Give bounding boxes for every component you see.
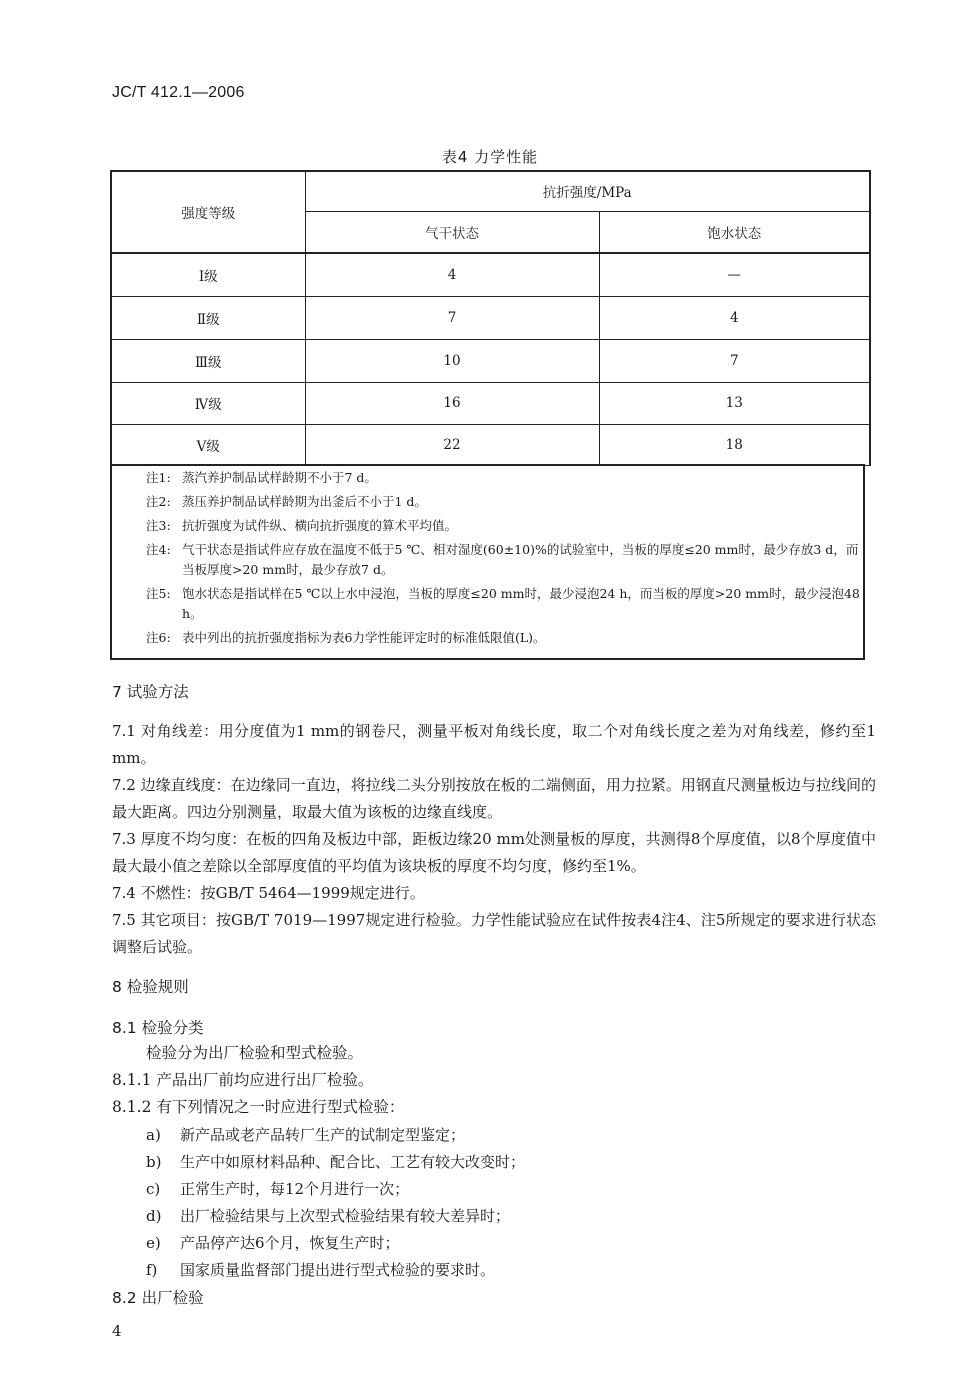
header-flexural-strength: 抗折强度/MPa (305, 171, 870, 211)
table-row (111, 339, 870, 382)
table-note (148, 516, 863, 536)
note-label: 注3: (146, 518, 171, 533)
clause-7-5: 7.5 其它项目：按GB/T 7019—1997规定进行检验。力学性能试验应在试件按表4注4、注5所规定的要求进行状态调整后试验。 (112, 911, 876, 956)
saturated-value-cell: — (599, 253, 870, 296)
list-text: 正常生产时，每12个月进行一次； (180, 1180, 410, 1198)
list-item (146, 1205, 510, 1226)
note-text: 饱水状态是指试样在5 ℃以上水中浸泡，当板的厚度≤20 mm时，最少浸泡24 h，而当板的厚度>20 mm时，最少浸泡48 h。 (182, 586, 860, 621)
grade-cell: Ⅱ级 (111, 296, 305, 339)
document-id: JC/T 412.1—2006 (112, 84, 245, 101)
note-text: 蒸压养护制品试样龄期为出釜后不小于1 d。 (182, 494, 427, 509)
table-notes (110, 464, 865, 660)
saturated-value-cell: 18 (599, 424, 870, 465)
clause-7-3: 7.3 厚度不均匀度：在板的四角及板边中部，距板边缘20 mm处测量板的厚度，共测得8个厚度值，以8个厚度值中最大最小值之差除以全部厚度值的平均值为该块板的厚度不均匀度，修约至1%。 (112, 830, 876, 875)
list-marker: f) (146, 1261, 158, 1279)
list-text: 生产中如原材料品种、配合比、工艺有较大改变时； (180, 1153, 526, 1171)
dry-value-cell: 7 (305, 296, 599, 339)
clause-7-2: 7.2 边缘直线度：在边缘同一直边，将拉线二头分别按放在板的二端侧面，用力拉紧。用钢直尺测量板边与拉线间的最大距离。四边分别测量，取最大值为该板的边缘直线度。 (112, 776, 876, 821)
grade-cell: Ⅰ级 (111, 253, 305, 296)
list-text: 产品停产达6个月，恢复生产时； (180, 1234, 400, 1252)
list-item (146, 1151, 525, 1172)
header-saturated-state: 饱水状态 (599, 211, 870, 253)
clause-8-1-text: 检验分为出厂检验和型式检验。 (146, 1044, 364, 1062)
list-marker: e) (146, 1234, 161, 1252)
table-note (148, 468, 863, 488)
list-item (146, 1259, 495, 1280)
page-number: 4 (112, 1322, 122, 1340)
list-item (146, 1178, 409, 1199)
note-label: 注2: (146, 494, 171, 509)
section-7-heading: 7 试验方法 (112, 683, 189, 701)
list-marker: a) (146, 1126, 161, 1144)
list-text: 新产品或老产品转厂生产的试制定型鉴定； (180, 1126, 466, 1144)
header-dry-state: 气干状态 (305, 211, 599, 253)
table-row (111, 253, 870, 296)
dry-value-cell: 4 (305, 253, 599, 296)
list-marker: c) (146, 1180, 161, 1198)
note-label: 注1: (146, 470, 171, 485)
clause-8-1-1: 8.1.1 产品出厂前均应进行出厂检验。 (112, 1071, 374, 1089)
section-8-heading: 8 检验规则 (112, 978, 189, 996)
note-text: 气干状态是指试件应存放在温度不低于5 ℃、相对湿度(60±10)%的试验室中，当板的厚度≤20 mm时，最少存放3 d，而当板厚度>20 mm时，最少存放7 d。 (182, 542, 859, 577)
note-label: 注5: (146, 586, 171, 601)
list-text: 国家质量监督部门提出进行型式检验的要求时。 (180, 1261, 496, 1279)
grade-cell: Ⅳ级 (111, 382, 305, 424)
grade-cell: Ⅲ级 (111, 339, 305, 382)
list-item (146, 1124, 465, 1145)
clause-7-4: 7.4 不燃性：按GB/T 5464—1999规定进行。 (112, 884, 425, 902)
list-text: 出厂检验结果与上次型式检验结果有较大差异时； (180, 1207, 511, 1225)
dry-value-cell: 10 (305, 339, 599, 382)
table-row (111, 424, 870, 465)
table-note (148, 492, 863, 512)
list-item (146, 1232, 400, 1253)
table-note (148, 584, 863, 624)
list-marker: b) (146, 1153, 162, 1171)
note-text: 蒸汽养护制品试样龄期不小于7 d。 (182, 470, 377, 485)
header-grade: 强度等级 (111, 171, 305, 253)
table-row (111, 296, 870, 339)
saturated-value-cell: 7 (599, 339, 870, 382)
grade-cell: Ⅴ级 (111, 424, 305, 465)
saturated-value-cell: 4 (599, 296, 870, 339)
table-caption: 表4 力学性能 (441, 148, 539, 166)
list-marker: d) (146, 1207, 162, 1225)
saturated-value-cell: 13 (599, 382, 870, 424)
note-label: 注6: (146, 630, 171, 645)
note-text: 表中列出的抗折强度指标为表6力学性能评定时的标准低限值(L)。 (182, 630, 546, 645)
table-row (111, 382, 870, 424)
table-note (148, 540, 863, 580)
table-note (148, 628, 863, 648)
clause-8-2-heading: 8.2 出厂检验 (112, 1289, 204, 1307)
clause-8-1-heading: 8.1 检验分类 (112, 1019, 204, 1037)
mechanical-properties-table (110, 170, 871, 466)
note-label: 注4: (146, 542, 171, 557)
note-text: 抗折强度为试件纵、横向抗折强度的算术平均值。 (182, 518, 458, 533)
dry-value-cell: 16 (305, 382, 599, 424)
clause-7-1: 7.1 对角线差：用分度值为1 mm的钢卷尺，测量平板对角线长度，取二个对角线长度之差为对角线差，修约至1 mm。 (112, 722, 876, 767)
dry-value-cell: 22 (305, 424, 599, 465)
clause-8-1-2: 8.1.2 有下列情况之一时应进行型式检验： (112, 1098, 405, 1116)
